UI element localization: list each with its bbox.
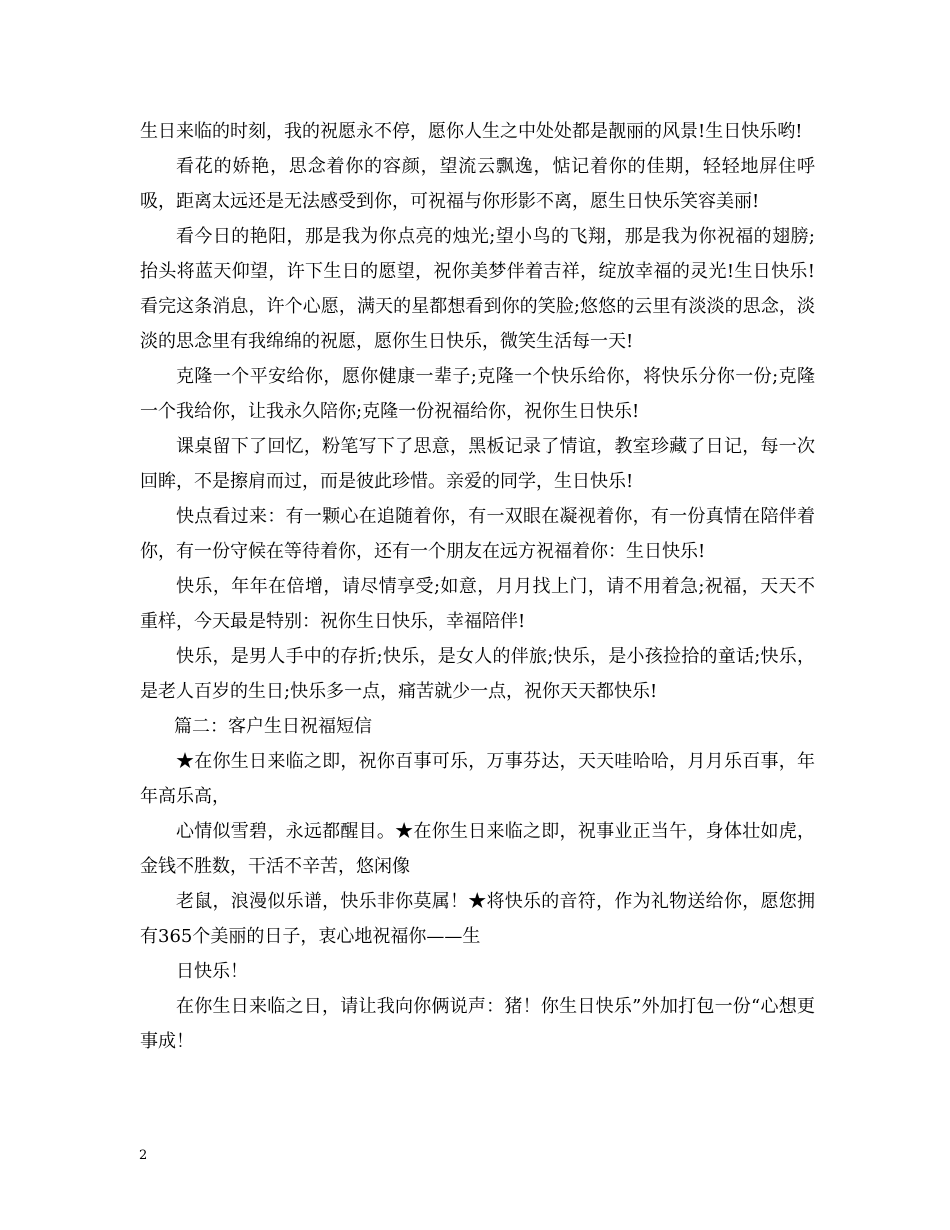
paragraph: 课桌留下了回忆，粉笔写下了思意，黑板记录了情谊，教室珍藏了日记，每一次回眸，不是擦肩而过，而是彼此珍惜。亲爱的同学，生日快乐! [140,436,815,492]
paragraph: 心情似雪碧，永远都醒目。★在你生日来临之即，祝事业正当午，身体壮如虎，金钱不胜数，干活不辛苦，悠闲像 [140,821,815,877]
paragraph: 看花的娇艳，思念着你的容颜，望流云飘逸，惦记着你的佳期，轻轻地屏住呼吸，距离太远还是无法感受到你，可祝福与你形影不离，愿生日快乐笑容美丽! [140,156,815,212]
paragraph: 克隆一个平安给你，愿你健康一辈子;克隆一个快乐给你，将快乐分你一份;克隆一个我给你，让我永久陪你;克隆一份祝福给你，祝你生日快乐! [140,366,815,422]
paragraph: 在你生日来临之日，请让我向你俩说声：猪！你生日快乐”外加打包一份“心想更事成！ [140,996,815,1052]
paragraph: 生日来临的时刻，我的祝愿永不停，愿你人生之中处处都是靓丽的风景!生日快乐哟! [140,121,803,142]
paragraph: ★在你生日来临之即，祝你百事可乐，万事芬达，天天哇哈哈，月月乐百事，年年高乐高， [140,751,815,807]
document-body [140,114,815,1059]
paragraph: 看今日的艳阳，那是我为你点亮的烛光;望小鸟的飞翔，那是我为你祝福的翅膀;抬头将蓝天仰望，许下生日的愿望，祝你美梦伴着吉祥，绽放幸福的灵光!生日快乐!看完这条消息，许个心愿，满天的星都想看到你的笑脸;悠悠的云里有淡淡的思念，淡淡的思念里有我绵绵的祝愿，愿你生日快乐，微笑生活每一天! [140,226,815,352]
page-number: 2 [139,1148,148,1163]
paragraph: 老鼠，浪漫似乐谱，快乐非你莫属！★将快乐的音符，作为礼物送给你，愿您拥有365个美丽的日子，衷心地祝福你——生 [140,891,815,947]
paragraph: 快点看过来：有一颗心在追随着你，有一双眼在凝视着你，有一份真情在陪伴着你，有一份守候在等待着你，还有一个朋友在远方祝福着你：生日快乐! [140,506,815,562]
paragraph: 日快乐！ [176,961,248,982]
paragraph: 快乐，是男人手中的存折;快乐，是女人的伴旅;快乐，是小孩捡拾的童话;快乐，是老人百岁的生日;快乐多一点，痛苦就少一点，祝你天天都快乐! [140,646,815,702]
section-heading: 篇二：客户生日祝福短信 [174,716,372,737]
paragraph: 快乐，年年在倍增，请尽情享受;如意，月月找上门，请不用着急;祝福，天天不重样，今天最是特别：祝你生日快乐，幸福陪伴! [140,576,815,632]
